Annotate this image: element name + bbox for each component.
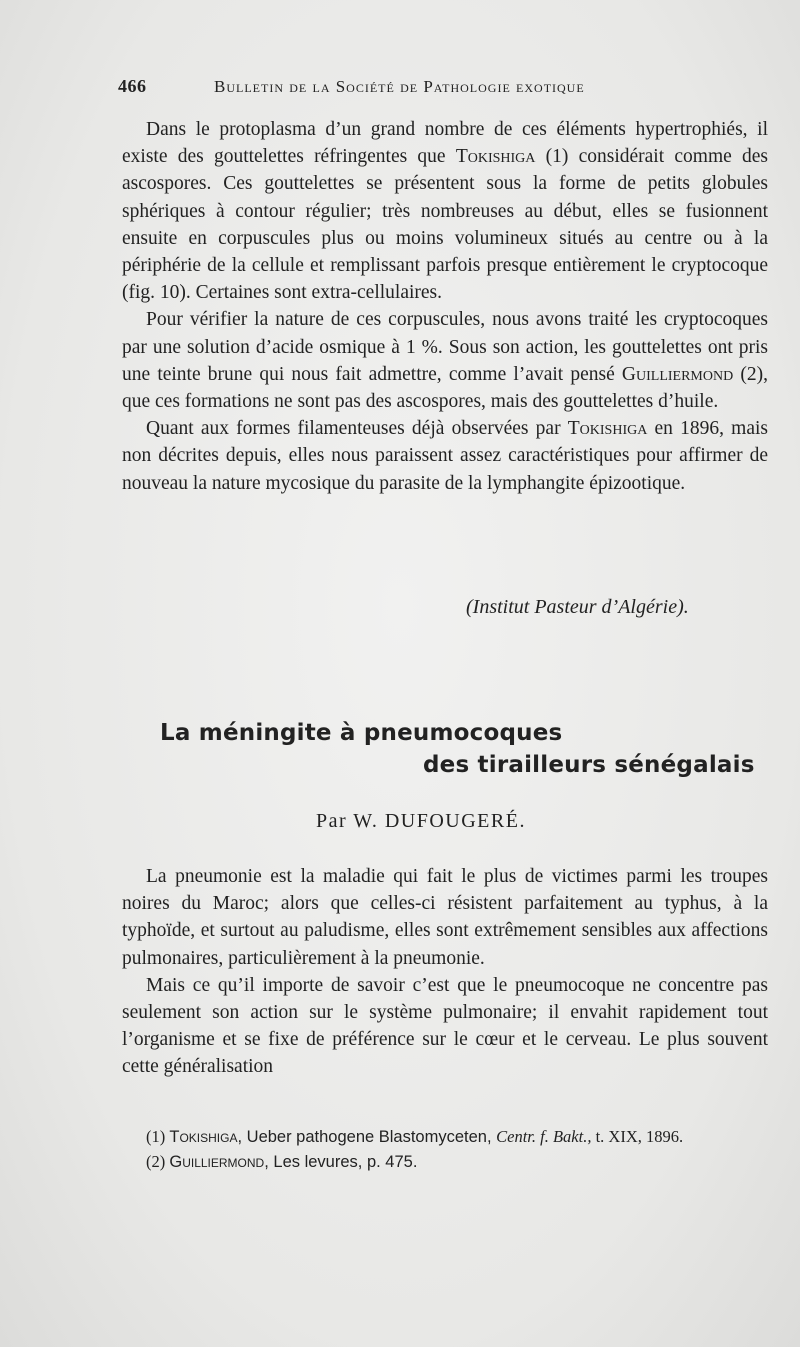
paragraph-text: Quant aux formes filamenteuses déjà observées par bbox=[146, 418, 568, 440]
footnote-text: Les levures, p. 475. bbox=[268, 1153, 418, 1171]
byline: Par W. DUFOUGERÉ. bbox=[316, 810, 526, 832]
paragraph-text: Pour vérifier la nature de ces corpuscules, nous avons traité les cryptocoques par une solution d’acide osmique à 1 %. Sous son action, les gouttelettes ont pris une teinte brune qui nous fait admettre, comme l’avait pensé bbox=[122, 309, 768, 385]
paragraph bbox=[122, 116, 768, 306]
footnote-journal: Centr. f. Bakt., bbox=[496, 1127, 592, 1146]
paragraph-text: en 1896, mais non décrites depuis, elles nous paraissent assez caractéristiques pour affirmer de nouveau la nature mycosique du parasite de la lymphangite épizootique. bbox=[122, 418, 768, 494]
footnote-author: Guilliermond, bbox=[169, 1153, 269, 1171]
paragraph: La pneumonie est la maladie qui fait le plus de victimes parmi les troupes noires du Maroc; alors que celles-ci résistent parfaitement au typhus, à la typhoïde, et surtout au paludisme, elles sont extrêmement sensibles aux affections pulmonaires, particulièrement à la pneumonie. bbox=[122, 866, 768, 969]
author-name: Guilliermond bbox=[621, 363, 734, 385]
footnote-author: Tokishiga, bbox=[169, 1128, 243, 1146]
author-name: Tokishiga bbox=[455, 146, 536, 168]
article-title-line1: La méningite à pneumocoques bbox=[160, 720, 563, 746]
paragraph-text: (2), que ces formations ne sont pas des ascospores, mais des gouttelettes d’huile. bbox=[122, 363, 768, 413]
page-number: 466 bbox=[118, 76, 147, 96]
article2-body bbox=[122, 863, 768, 1081]
author-name: Tokishiga bbox=[567, 418, 648, 440]
article1-body bbox=[122, 116, 768, 497]
paragraph: Mais ce qu’il importe de savoir c’est que le pneumocoque ne concentre pas seulement son action sur le système pulmonaire; il envahit rapidement tout l’organisme et se fixe de préférence sur le cœur et le cerveau. Le plus souvent cette généralisation bbox=[122, 974, 768, 1078]
footnote-number: (2) bbox=[146, 1152, 166, 1171]
running-title: Bulletin de la Société de Pathologie exotique bbox=[214, 77, 585, 96]
footnote-text: t. XIX, 1896. bbox=[591, 1127, 684, 1146]
paragraph-text: (1) considérait comme des ascospores. Ces gouttelettes se présentent sous la forme de petits globules sphériques à contour régulier; très nombreuses au début, elles se fusionnent ensuite en corpuscules plus ou moins volumineux situés au centre ou à la périphérie de la cellule et remplissant parfois presque entièrement le cryptocoque (fig. 10). Certaines sont extra-cellulaires. bbox=[122, 146, 768, 304]
footnote-text: Ueber pathogene Blastomyceten, bbox=[242, 1128, 497, 1146]
paragraph bbox=[122, 415, 768, 497]
footnote-2 bbox=[122, 1151, 778, 1173]
footnote-1 bbox=[122, 1126, 778, 1148]
paragraph bbox=[122, 306, 768, 415]
article-title-line2: des tirailleurs sénégalais bbox=[423, 752, 755, 778]
institution-signature: (Institut Pasteur d’Algérie). bbox=[466, 596, 689, 618]
footnotes bbox=[122, 1126, 778, 1173]
paragraph-text: Dans le protoplasma d’un grand nombre de ces éléments hypertrophiés, il existe des gouttelettes réfringentes que bbox=[122, 119, 768, 168]
footnote-number: (1) bbox=[146, 1127, 166, 1146]
